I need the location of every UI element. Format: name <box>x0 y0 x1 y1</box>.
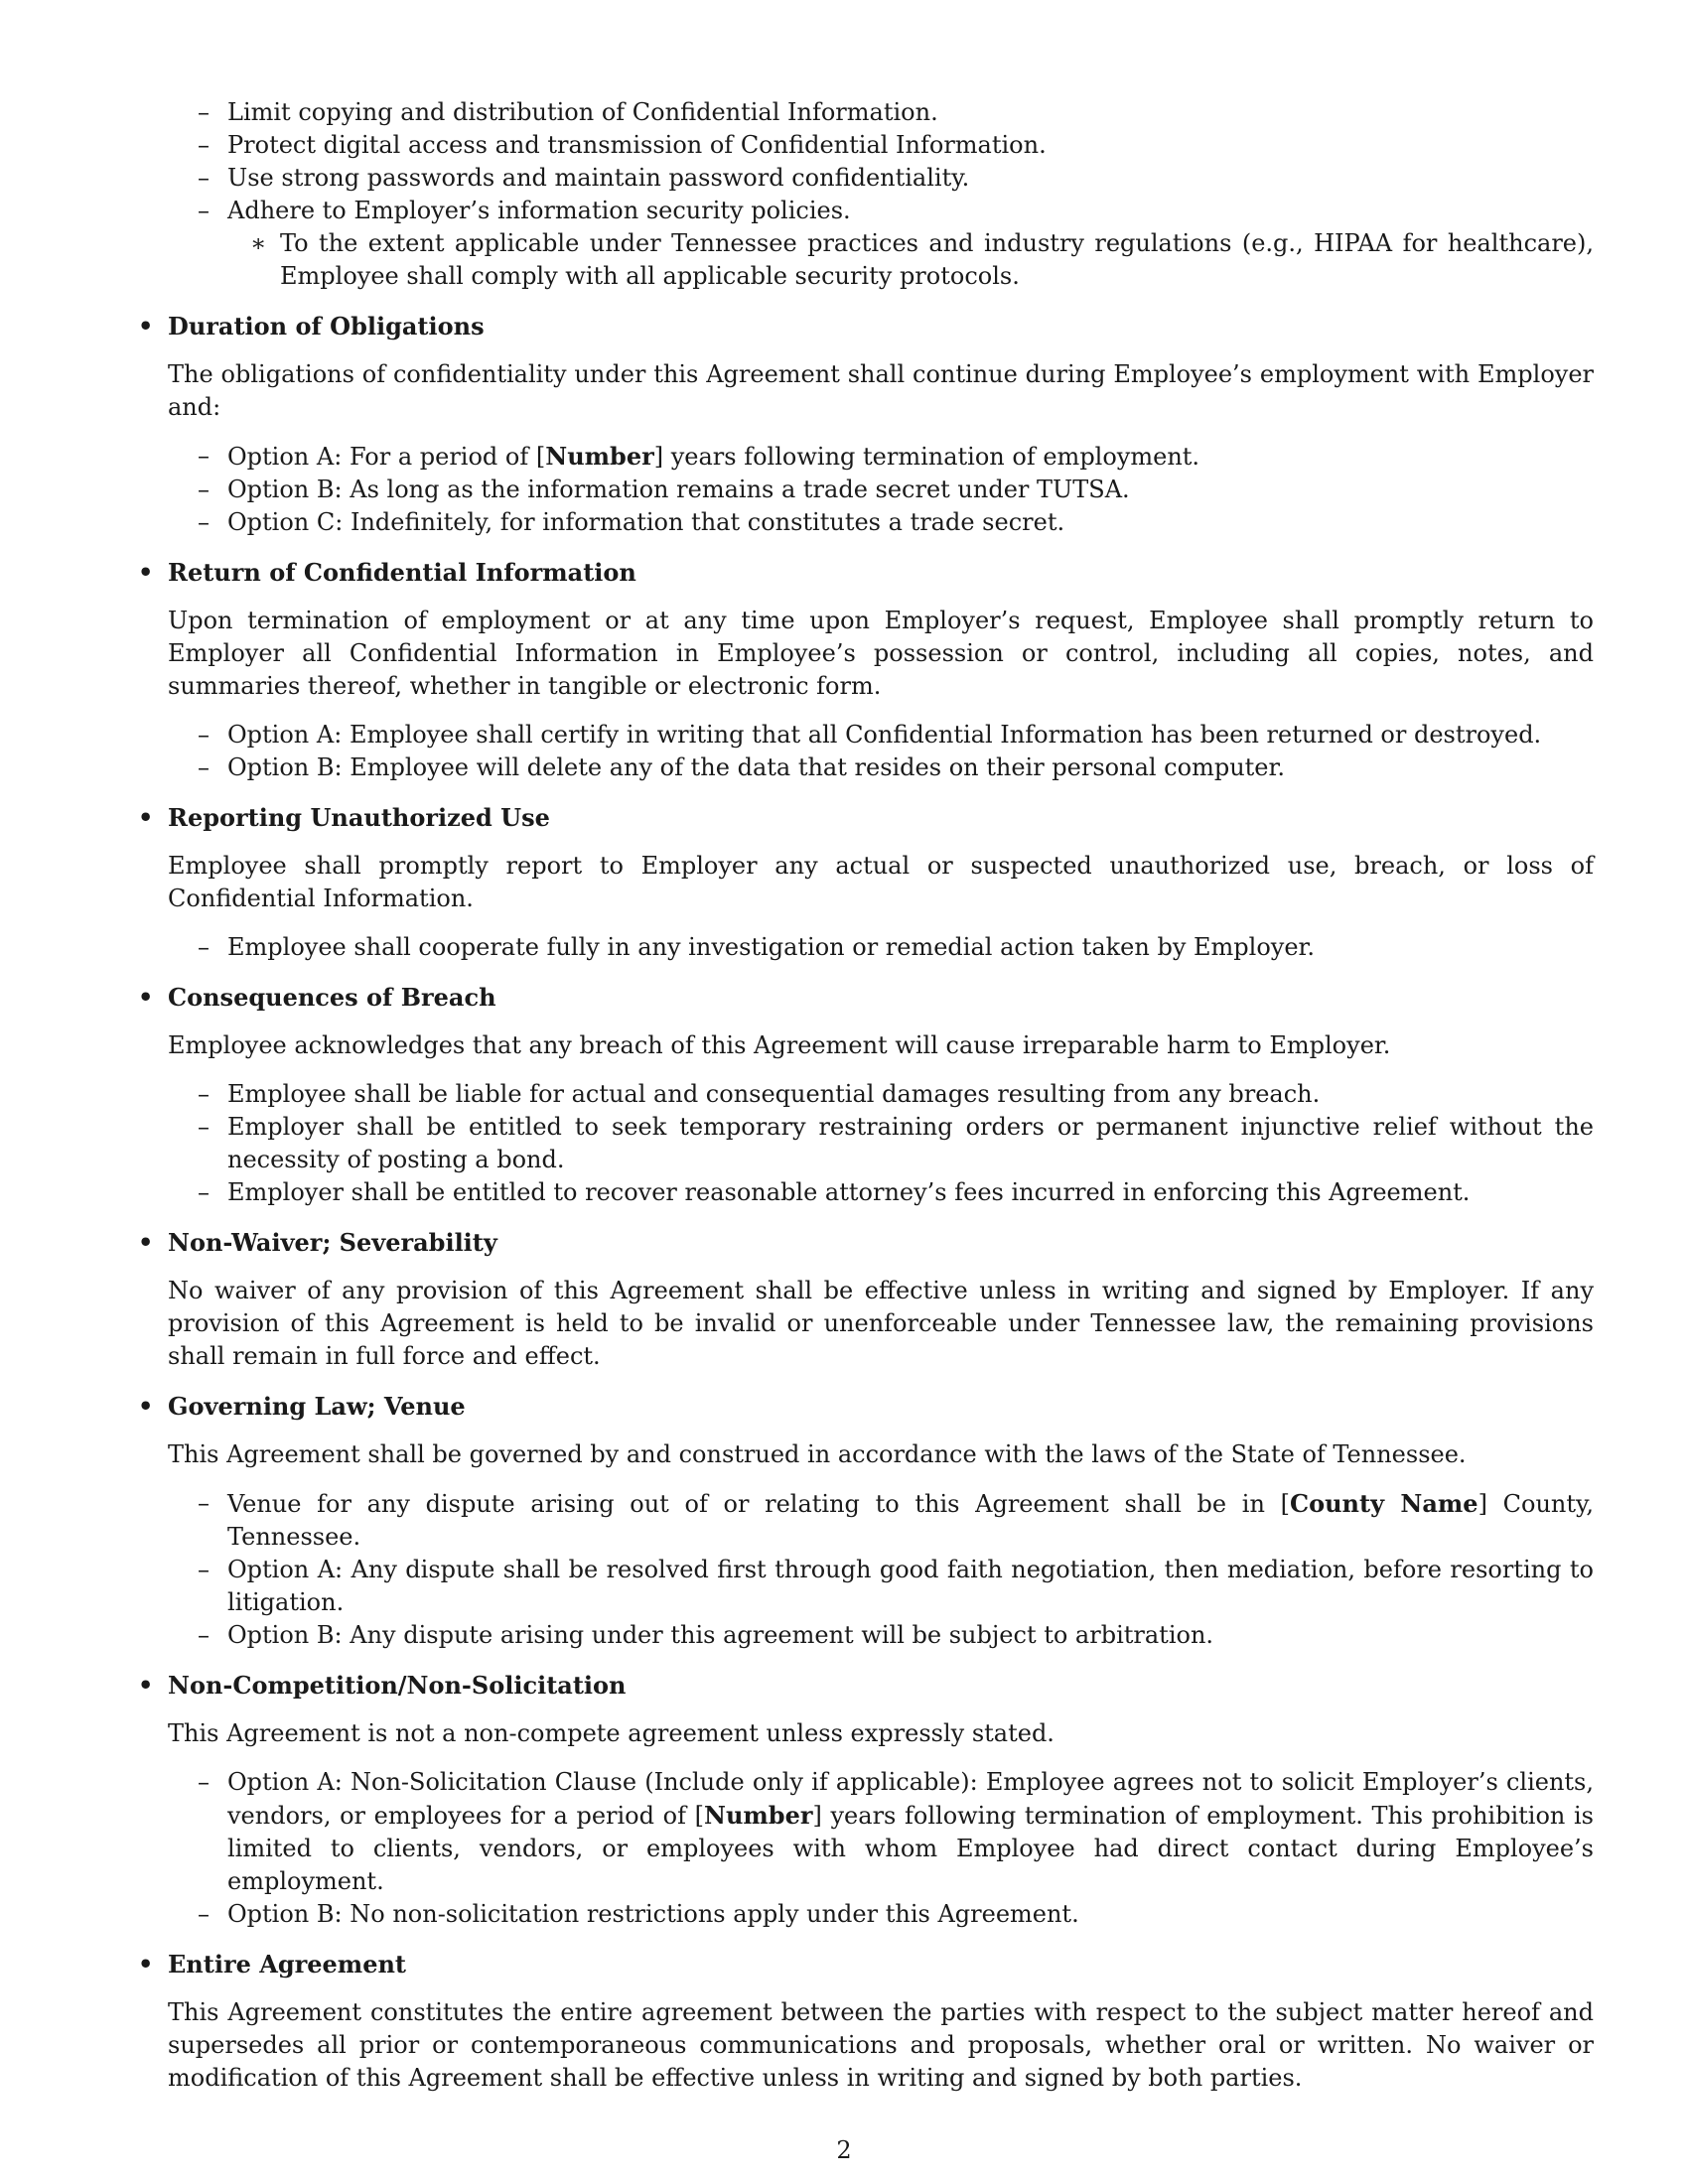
list-item: – Employee shall cooperate fully in any investigation or remedial action taken by Employer. <box>134 931 1594 964</box>
dash-marker: – <box>198 1489 210 1517</box>
list-item: – Protect digital access and transmission of Confidential Information. <box>134 129 1594 162</box>
placeholder-county-name: County Name <box>1289 1489 1478 1518</box>
star-marker: ∗ <box>250 229 267 257</box>
section-heading: Non-Competition/Non-Solicitation <box>168 1671 627 1700</box>
section-paragraph: The obligations of confidentiality under this Agreement shall continue during Employee’s employment with Employer and: <box>168 360 1594 421</box>
list-item: – Option C: Indefinitely, for information that constitutes a trade secret. <box>134 506 1594 539</box>
section-reporting-unauthorized-use <box>134 801 1594 964</box>
section-paragraph: Employee acknowledges that any breach of this Agreement will cause irreparable harm to Employer. <box>168 1031 1391 1059</box>
options-list <box>134 931 1594 964</box>
section-paragraph: No waiver of any provision of this Agreement shall be effective unless in writing and signed by Employer. If any provision of this Agreement is held to be invalid or unenforceable under Tennessee law, the remaining provisions shall remain in full force and effect. <box>168 1277 1594 1370</box>
bullet-marker: • <box>138 1950 154 1979</box>
section-paragraph: Upon termination of employment or at any time upon Employer’s request, Employee shall promptly return to Employer all Confidential Information in Employee’s possession or control, including all copies, notes, and summaries thereof, whether in tangible or electronic form. <box>168 607 1594 700</box>
dash-marker: – <box>198 1621 210 1649</box>
placeholder-number: Number <box>704 1801 813 1830</box>
dash-marker: – <box>198 164 210 192</box>
dash-marker: – <box>198 1113 210 1141</box>
security-measures-list <box>134 96 1594 227</box>
list-item: – Employer shall be entitled to seek temporary restraining orders or permanent injunctive relief without the necessity of posting a bond. <box>198 1113 1594 1173</box>
section-duration-of-obligations <box>134 310 1594 539</box>
bullet-marker: • <box>138 1392 154 1421</box>
list-item: ∗ To the extent applicable under Tennessee practices and industry regulations (e.g., HIPAA for healthcare), Employee shall comply with all applicable security protocols. <box>250 229 1594 290</box>
bullet-marker: • <box>138 983 154 1012</box>
list-item: – Limit copying and distribution of Confidential Information. <box>134 96 1594 129</box>
bullet-marker: • <box>138 803 154 832</box>
section-heading: Entire Agreement <box>168 1950 406 1979</box>
list-item: – Employee shall be liable for actual and consequential damages resulting from any breach. <box>134 1078 1594 1111</box>
options-list <box>134 1766 1594 1931</box>
section-heading: Return of Confidential Information <box>168 558 636 587</box>
options-list <box>134 719 1594 784</box>
dash-marker: – <box>198 131 210 159</box>
dash-marker: – <box>198 721 210 749</box>
section-paragraph: This Agreement constitutes the entire agreement between the parties with respect to the subject matter hereof and supersedes all prior or contemporaneous communications and proposals, whether oral or written. No waiver or modification of this Agreement shall be effective unless in writing and signed by both parties. <box>168 1998 1594 2092</box>
list-item: – Venue for any dispute arising out of or relating to this Agreement shall be in [County Name] County, Tennessee. <box>198 1489 1595 1551</box>
section-entire-agreement <box>134 1948 1594 2095</box>
dash-marker: – <box>198 197 210 224</box>
section-paragraph: This Agreement is not a non-compete agreement unless expressly stated. <box>168 1719 1055 1747</box>
section-heading: Non-Waiver; Severability <box>168 1228 497 1257</box>
list-item: – Adhere to Employer’s information security policies. <box>134 195 1594 227</box>
section-non-waiver-severability <box>134 1226 1594 1373</box>
section-heading: Consequences of Breach <box>168 983 496 1012</box>
dash-marker: – <box>198 1178 210 1206</box>
options-list <box>134 1487 1594 1652</box>
page-number: 2 <box>836 2136 852 2164</box>
bullet-marker: • <box>138 558 154 587</box>
security-nested-list <box>134 227 1594 293</box>
section-heading: Duration of Obligations <box>168 312 485 341</box>
dash-marker: – <box>198 1556 210 1583</box>
dash-marker: – <box>198 476 210 503</box>
section-paragraph: This Agreement shall be governed by and construed in accordance with the laws of the State of Tennessee. <box>168 1440 1467 1468</box>
list-item: – Option B: Any dispute arising under this agreement will be subject to arbitration. <box>134 1619 1594 1652</box>
dash-marker: – <box>198 442 210 470</box>
section-heading: Governing Law; Venue <box>168 1392 466 1421</box>
section-non-competition-non-solicitation <box>134 1669 1594 1931</box>
list-item: – Employer shall be entitled to recover reasonable attorney’s fees incurred in enforcing this Agreement. <box>134 1176 1594 1209</box>
dash-marker: – <box>198 1080 210 1108</box>
dash-marker: – <box>198 508 210 536</box>
bullet-marker: • <box>138 1671 154 1700</box>
section-heading: Reporting Unauthorized Use <box>168 803 550 832</box>
dash-marker: – <box>198 933 210 961</box>
list-item: – Option A: Any dispute shall be resolved first through good faith negotiation, then mediation, before resorting to litigation. <box>198 1556 1594 1616</box>
dash-marker: – <box>198 753 210 781</box>
dash-marker: – <box>198 1900 210 1928</box>
list-item: – Option B: As long as the information remains a trade secret under TUTSA. <box>134 474 1594 506</box>
bullet-marker: • <box>138 1228 154 1257</box>
dash-marker: – <box>198 98 210 126</box>
placeholder-number: Number <box>545 442 654 471</box>
list-item: – Option B: Employee will delete any of the data that resides on their personal computer. <box>134 751 1594 784</box>
list-item: – Option B: No non-solicitation restrictions apply under this Agreement. <box>134 1898 1594 1931</box>
section-return-of-confidential-information <box>134 556 1594 784</box>
list-item: – Use strong passwords and maintain password confidentiality. <box>134 162 1594 195</box>
bullet-marker: • <box>138 312 154 341</box>
options-list <box>134 1078 1594 1209</box>
list-item: – Option A: Employee shall certify in writing that all Confidential Information has been returned or destroyed. <box>134 719 1594 751</box>
section-consequences-of-breach <box>134 981 1594 1209</box>
list-item: – Option A: Non-Solicitation Clause (Include only if applicable): Employee agrees not to solicit Employer’s clients, vendors, or employees for a period of [Number] years following termination of employment. This prohibition is limited to clients, vendors, or employees with whom Employee had direct contact during Employee’s employment. <box>198 1768 1594 1895</box>
list-item: – Option A: For a period of [Number] years following termination of employment. <box>198 442 1200 471</box>
section-paragraph: Employee shall promptly report to Employer any actual or suspected unauthorized use, breach, or loss of Confidential Information. <box>168 852 1594 912</box>
options-list <box>134 440 1594 539</box>
dash-marker: – <box>198 1768 210 1796</box>
section-governing-law-venue <box>134 1390 1594 1652</box>
document-body <box>134 96 1594 2095</box>
